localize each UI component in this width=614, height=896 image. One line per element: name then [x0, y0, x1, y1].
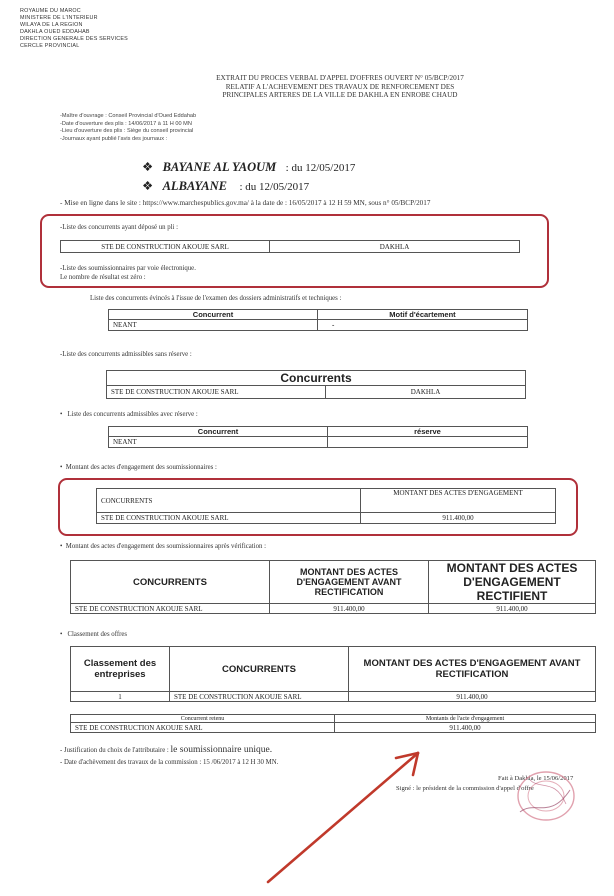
cell: 911.400,00: [270, 604, 429, 614]
press-date: : du 12/05/2017: [285, 162, 356, 174]
cell: STE DE CONSTRUCTION AKOUJE SARL: [107, 386, 326, 399]
column-header: Concurrent: [109, 310, 318, 320]
press-name: ALBAYANE: [162, 179, 227, 193]
meta-line: -Date d'ouverture des plis : 14/06/2017 à 11 H 00 MN: [60, 120, 192, 127]
diamond-bullet-icon: ❖: [142, 160, 154, 174]
column-header: MONTANT DES ACTES D'ENGAGEMENT AVANT RECTIFICATION: [349, 647, 596, 692]
title-line: EXTRAIT DU PROCES VERBAL D'APPEL D'OFFRES OUVERT N° 05/BCP/2017: [216, 74, 464, 82]
issuer-line: CERCLE PROVINCIAL: [20, 43, 80, 49]
column-header: réserve: [328, 427, 528, 437]
section-label: -Liste des concurrents ayant déposé un pli :: [60, 224, 178, 231]
result-label: Le nombre de résultat est zéro :: [60, 274, 146, 281]
cell: DAKHLA: [326, 386, 526, 399]
bullet-icon: •: [60, 411, 63, 418]
section-label: -Liste des concurrents admissibles sans réserve :: [60, 351, 192, 358]
online-publication: - Mise en ligne dans le site : https://www.marchespublics.gov.ma/ à la date de : 16/05/2017 à 12 H 59 MN, sous n° 05/BCP/2017: [60, 199, 431, 207]
cell: 1: [71, 692, 170, 702]
cell: 911.400,00: [429, 604, 596, 614]
title-line: PRINCIPALES ARTERES DE LA VILLE DE DAKHLA EN ENROBE CHAUD: [222, 91, 458, 100]
press-name: BAYANE AL YAOUM: [162, 160, 277, 174]
column-header: Motif d'écartement: [318, 310, 528, 320]
signature-label: Signé : le président de la commission d'appel d'offre: [396, 785, 534, 792]
column-header: Classement des entreprises: [71, 647, 170, 692]
cell: STE DE CONSTRUCTION AKOUJE SARL: [71, 604, 270, 614]
justification-value: le soumissionnaire unique.: [170, 745, 273, 755]
issuer-line: ROYAUME DU MAROC: [20, 8, 81, 14]
cell: DAKHLA: [270, 241, 520, 253]
diamond-bullet-icon: ❖: [142, 179, 154, 193]
cell: 911.400,00: [335, 723, 596, 733]
column-header: CONCURRENTS: [97, 489, 361, 513]
cell: 911.400,00: [349, 692, 596, 702]
meta-line: -Lieu d'ouverture des plis : Siège du conseil provincial: [60, 128, 194, 135]
section-label-text: Montant des actes d'engagement des soumissionnaires après vérification :: [65, 543, 266, 550]
column-header: CONCURRENTS: [170, 647, 349, 692]
title-line: RELATIF A L'ACHEVEMENT DES TRAVAUX DE RENFORCEMENT DES: [225, 82, 455, 91]
press-date: : du 12/05/2017: [239, 181, 310, 193]
column-header: Concurrents: [107, 371, 526, 386]
column-header: MONTANT DES ACTES D'ENGAGEMENT RECTIFIENT: [429, 561, 596, 604]
issuer-line: MINISTERE DE L'INTERIEUR: [20, 15, 98, 21]
cell: STE DE CONSTRUCTION AKOUJE SARL: [61, 241, 270, 253]
issuer-line: DIRECTION GENERALE DES SERVICES: [20, 36, 128, 42]
cell: STE DE CONSTRUCTION AKOUJE SARL: [71, 723, 335, 733]
column-header: Montants de l'acte d'engagement: [335, 715, 596, 723]
meta-line: -Journaux ayant publié l'avis des journaux :: [60, 135, 168, 142]
signature-place: Fait à Dakhla, le 15/06/2017: [498, 775, 574, 782]
section-label-text: Classement des offres: [67, 631, 128, 638]
column-header: MONTANT DES ACTES D'ENGAGEMENT: [361, 489, 556, 513]
section-label-text: Liste des concurrents admissibles avec réserve :: [67, 411, 198, 418]
cell: STE DE CONSTRUCTION AKOUJE SARL: [170, 692, 349, 702]
column-header: CONCURRENTS: [71, 561, 270, 604]
cell: -: [318, 320, 528, 331]
bullet-icon: •: [60, 464, 63, 471]
justification-label: - Justification du choix de l'attributaire :: [60, 747, 169, 754]
issuer-line: WILAYA DE LA REGION: [20, 22, 83, 28]
section-label-text: Montant des actes d'engagement des soumissionnaires :: [65, 464, 217, 471]
issuer-line: DAKHLA OUED EDDAHAB: [20, 29, 90, 35]
cell: NEANT: [109, 320, 318, 331]
cell: STE DE CONSTRUCTION AKOUJE SARL: [97, 513, 361, 524]
bullet-icon: •: [60, 543, 63, 550]
section-label: Liste des concurrents évincés à l'issue de l'examen des dossiers administratifs et techniques :: [90, 295, 342, 302]
bullet-icon: •: [60, 631, 63, 638]
electronic-label: -Liste des soumissionnaires par voie électronique.: [60, 265, 196, 272]
column-header: Concurrent retenu: [71, 715, 335, 723]
meta-line: -Maître d'ouvrage : Conseil Provincial d'Oued Eddahab: [60, 113, 197, 119]
column-header: MONTANT DES ACTES D'ENGAGEMENT AVANT RECTIFICATION: [270, 561, 429, 604]
column-header: Concurrent: [109, 427, 328, 437]
completion-date: - Date d'achèvement des travaux de la commission : 15 /06/2017 à 12 H 30 MN.: [60, 759, 279, 766]
cell: NEANT: [109, 437, 328, 448]
cell: 911.400,00: [361, 513, 556, 524]
